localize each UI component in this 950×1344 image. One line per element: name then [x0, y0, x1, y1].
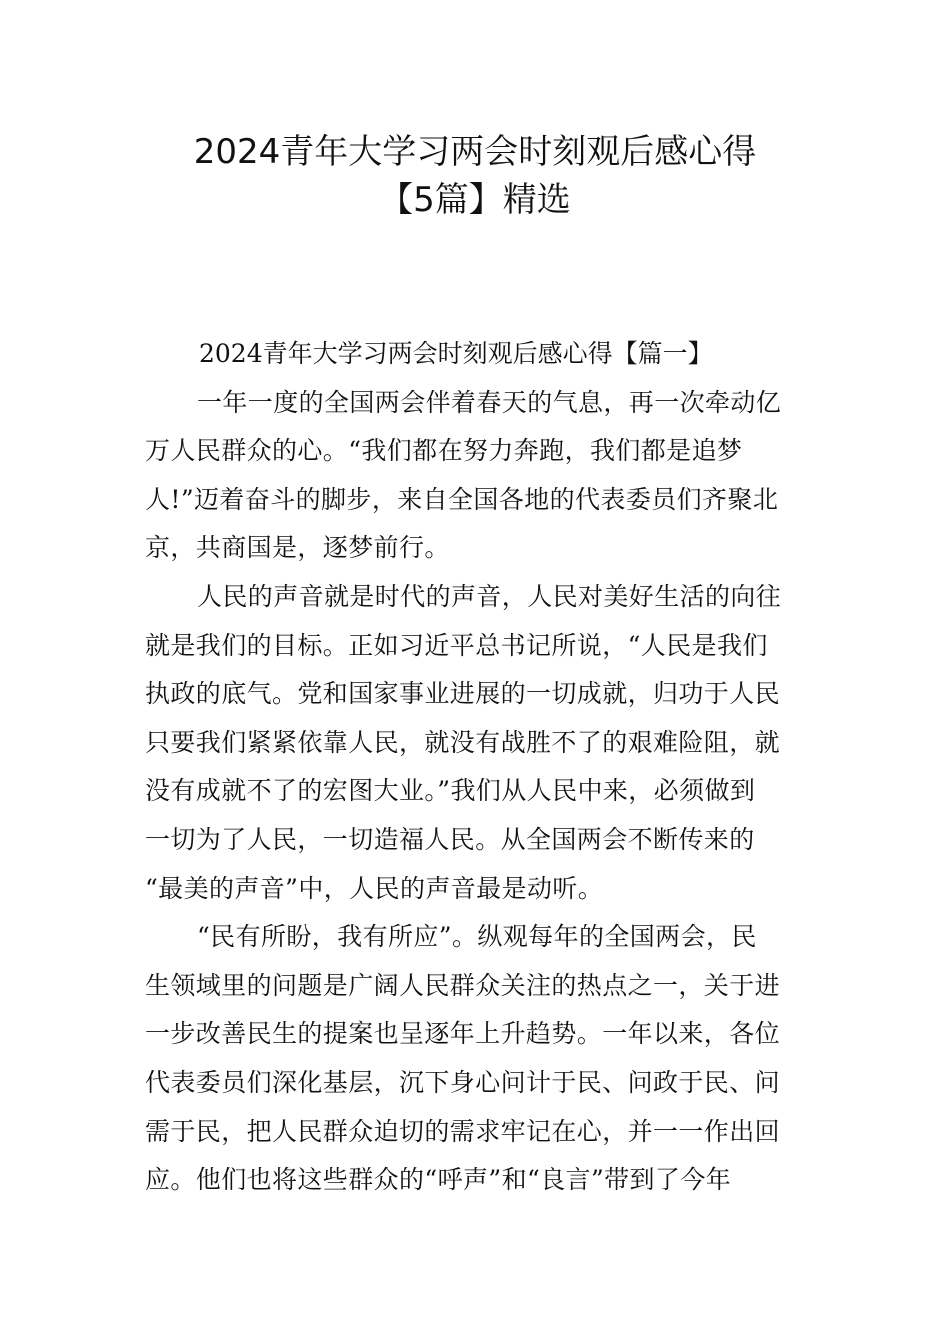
document-body	[145, 330, 807, 1205]
paragraph-line: “最美的声音”中，人民的声音最是动听。	[145, 873, 604, 903]
paragraph-line: 万人民群众的心。“我们都在努力奔跑，我们都是追梦	[145, 436, 743, 466]
document-title-line-2: 【5篇】精选	[379, 180, 571, 220]
paragraph-line: 需于民，把人民群众迫切的需求牢记在心，并一一作出回	[145, 1116, 781, 1146]
paragraph-line: 一年一度的全国两会伴着春天的气息，再一次牵动亿	[197, 387, 782, 417]
paragraph-line: 代表委员们深化基层，沉下身心问计于民、问政于民、问	[145, 1067, 781, 1097]
paragraph-line: 人!”迈着奋斗的脚步，来自全国各地的代表委员们齐聚北	[145, 484, 779, 514]
paragraph-line: 一步改善民生的提案也呈逐年上升趋势。一年以来，各位	[145, 1019, 781, 1049]
paragraph-line: 只要我们紧紧依靠人民，就没有战胜不了的艰难险阻，就	[145, 727, 781, 757]
paragraph-line: 人民的声音就是时代的声音，人民对美好生活的向往	[197, 581, 782, 611]
paragraph-line: 就是我们的目标。正如习近平总书记所说，“人民是我们	[145, 630, 768, 660]
paragraph-line: 应。他们也将这些群众的“呼声”和“良言”带到了今年	[145, 1165, 732, 1195]
document-title-line-1: 2024青年大学习两会时刻观后感心得	[193, 132, 757, 172]
paragraph-line: 没有成就不了的宏图大业。”我们从人民中来，必须做到	[145, 776, 756, 806]
paragraph-line: 生领域里的问题是广阔人民群众关注的热点之一，关于进	[145, 970, 781, 1000]
paragraph-line: 执政的底气。党和国家事业进展的一切成就，归功于人民	[145, 679, 781, 709]
paragraph-line: “民有所盼，我有所应”。纵观每年的全国两会，民	[197, 922, 757, 952]
paragraph-line: 一切为了人民，一切造福人民。从全国两会不断传来的	[145, 824, 755, 854]
paragraph-line: 京，共商国是，逐梦前行。	[145, 533, 450, 563]
section-heading: 2024青年大学习两会时刻观后感心得【篇一】	[199, 339, 713, 368]
